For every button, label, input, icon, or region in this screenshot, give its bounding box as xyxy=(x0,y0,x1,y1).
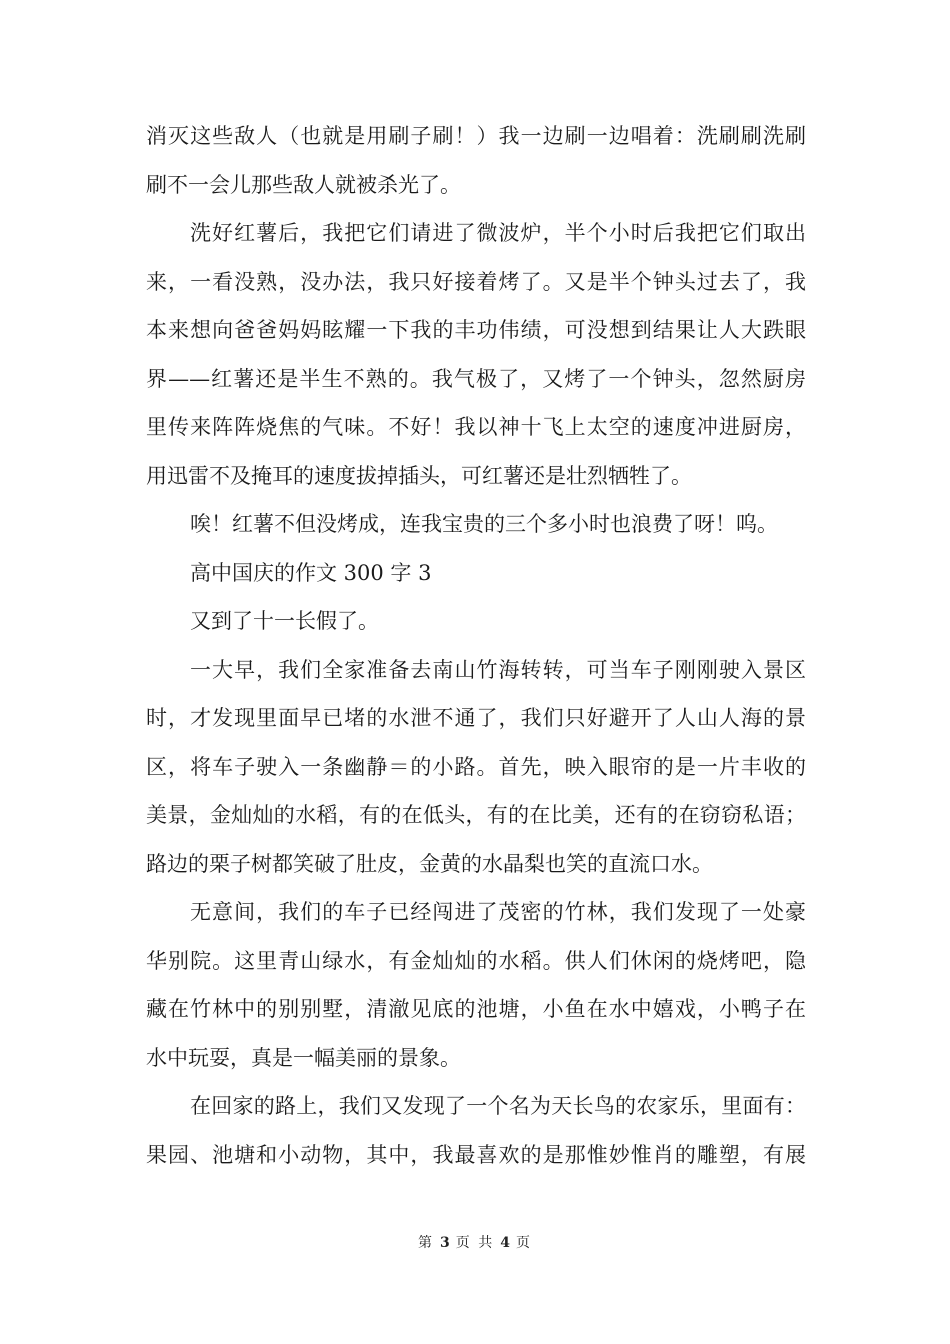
text-line: 美景，金灿灿的水稻，有的在低头，有的在比美，还有的在窃窃私语； xyxy=(146,803,806,827)
text-line: 消灭这些敌人（也就是用刷子刷！）我一边刷一边唱着：洗刷刷洗刷 xyxy=(146,124,806,148)
text-line: 本来想向爸爸妈妈眩耀一下我的丰功伟绩，可没想到结果让人大跌眼 xyxy=(146,318,806,342)
text-line: 界——红薯还是半生不熟的。我气极了，又烤了一个钟头，忽然厨房 xyxy=(146,366,806,391)
document-body xyxy=(146,112,806,1179)
paragraph-start-line: 唉！红薯不但没烤成，连我宝贵的三个多小时也浪费了呀！呜。 xyxy=(190,512,778,536)
text-line: 时，才发现里面早已堵的水泄不通了，我们只好避开了人山人海的景 xyxy=(146,706,806,730)
paragraph-start-line: 一大早，我们全家准备去南山竹海转转，可当车子刚刚驶入景区 xyxy=(190,657,806,682)
paragraph-start-line: 又到了十一长假了。 xyxy=(190,609,379,633)
text-line: 华别院。这里青山绿水，有金灿灿的水稻。供人们休闲的烧烤吧，隐 xyxy=(146,948,806,973)
current-page-number: 3 xyxy=(440,1235,450,1251)
footer-middle: 页 共 xyxy=(455,1235,495,1251)
text-line: 区，将车子驶入一条幽静＝的小路。首先，映入眼帘的是一片丰收的 xyxy=(146,754,806,779)
paragraph-start-line: 洗好红薯后，我把它们请进了微波炉，半个小时后我把它们取出 xyxy=(190,221,806,245)
text-line: 水中玩耍，真是一幅美丽的景象。 xyxy=(146,1045,461,1070)
paragraph-start-line: 无意间，我们的车子已经闯进了茂密的竹林，我们发现了一处豪 xyxy=(190,900,806,924)
section-heading: 高中国庆的作文 300 字 3 xyxy=(190,560,432,585)
total-page-number: 4 xyxy=(500,1235,510,1251)
footer-suffix: 页 xyxy=(515,1235,532,1251)
text-line: 里传来阵阵烧焦的气味。不好！我以神十飞上太空的速度冲进厨房， xyxy=(146,415,806,439)
text-line: 来，一看没熟，没办法，我只好接着烤了。又是半个钟头过去了，我 xyxy=(146,269,806,294)
text-line: 用迅雷不及掩耳的速度拔掉插头，可红薯还是壮烈牺牲了。 xyxy=(146,463,692,488)
page-number-footer xyxy=(0,1232,950,1252)
footer-prefix: 第 xyxy=(418,1235,435,1251)
text-line: 果园、池塘和小动物，其中，我最喜欢的是那惟妙惟肖的雕塑，有展 xyxy=(146,1142,806,1167)
text-line: 藏在竹林中的别别墅，清澈见底的池塘，小鱼在水中嬉戏，小鸭子在 xyxy=(146,997,806,1021)
text-line: 刷不一会儿那些敌人就被杀光了。 xyxy=(146,172,461,197)
text-line: 路边的栗子树都笑破了肚皮，金黄的水晶梨也笑的直流口水。 xyxy=(146,851,713,876)
paragraph-start-line: 在回家的路上，我们又发现了一个名为天长鸟的农家乐，里面有： xyxy=(190,1094,806,1118)
